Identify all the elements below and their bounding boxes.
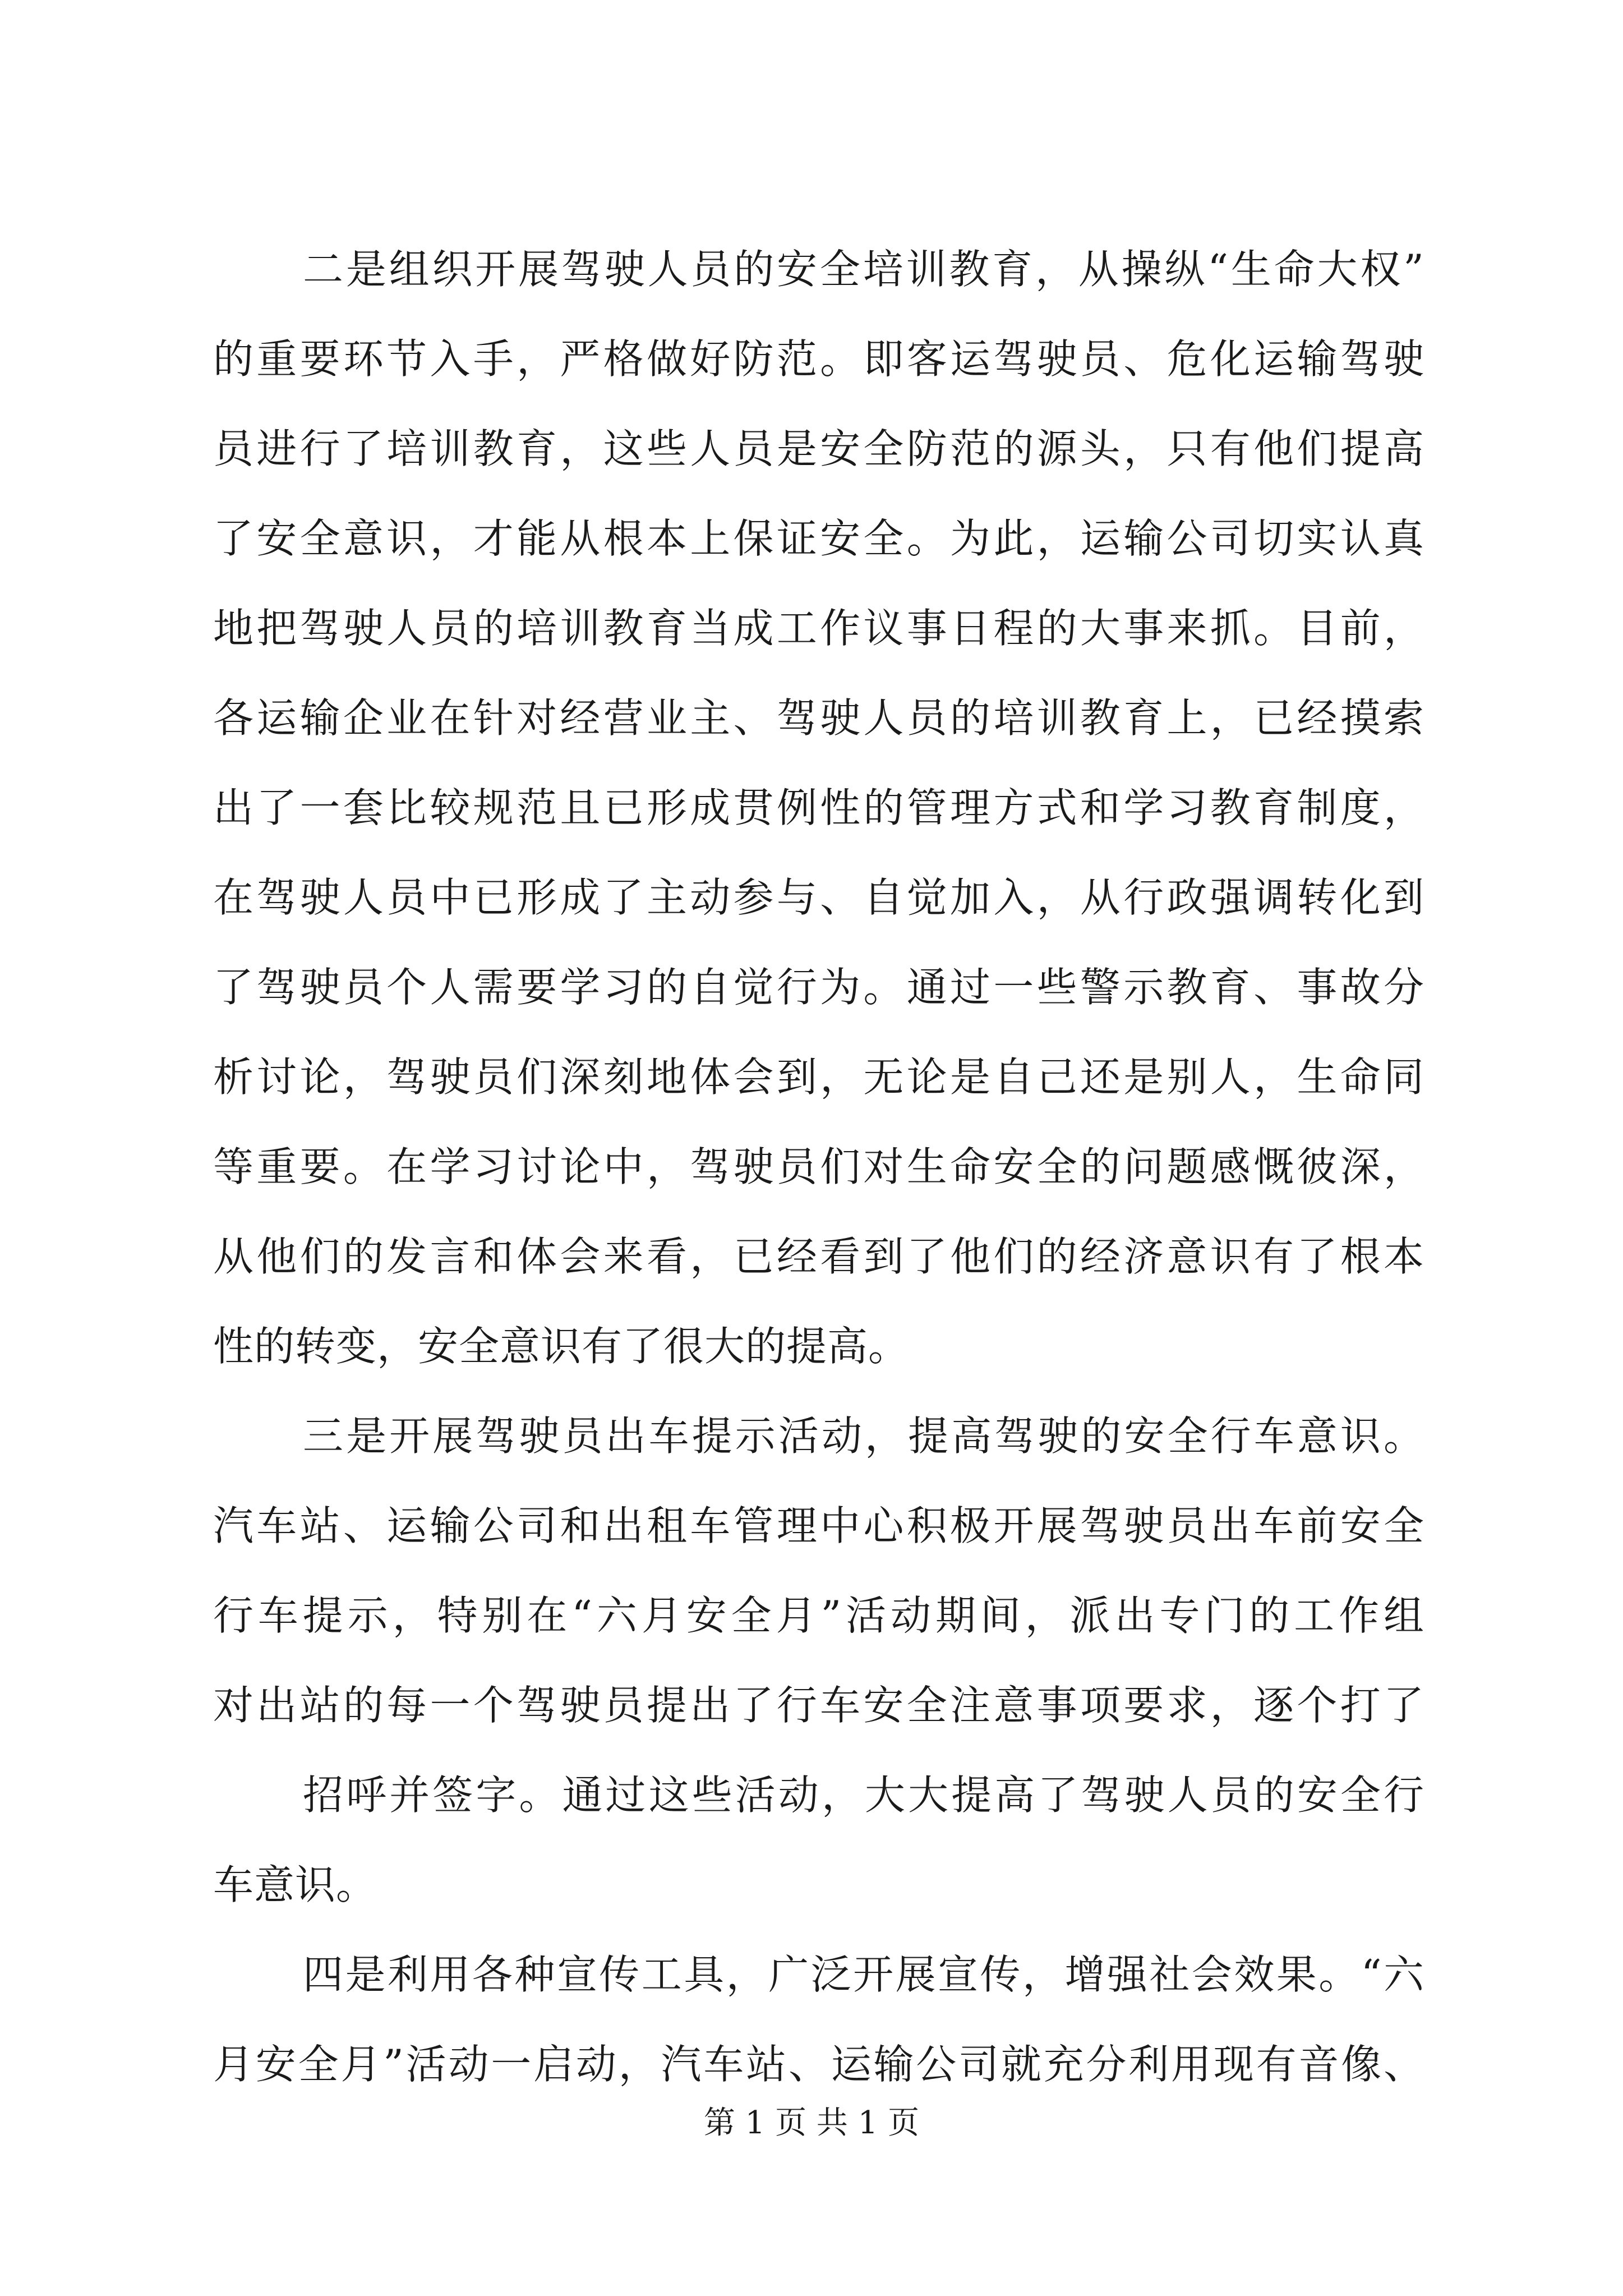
text-line: 的重要环节入手，严格做好防范。即客运驾驶员、危化运输驾驶 bbox=[213, 335, 1424, 383]
text-line: 行车提示，特别在“六月安全月”活动期间，派出专门的工作组 bbox=[213, 1592, 1424, 1639]
page-footer: 第 1 页 共 1 页 bbox=[703, 2105, 920, 2141]
text-line: 对出站的每一个驾驶员提出了行车安全注意事项要求，逐个打了 bbox=[213, 1682, 1424, 1729]
text-line: 析讨论，驾驶员们深刻地体会到，无论是自己还是别人，生命同 bbox=[213, 1053, 1424, 1101]
text-line: 员进行了培训教育，这些人员是安全防范的源头，只有他们提高 bbox=[213, 425, 1424, 472]
text-line: 四是利用各种宣传工具，广泛开展宣传，增强社会效果。“六 bbox=[303, 1951, 1424, 1998]
text-line: 三是开展驾驶员出车提示活动，提高驾驶的安全行车意识。 bbox=[303, 1412, 1424, 1460]
text-line: 等重要。在学习讨论中，驾驶员们对生命安全的问题感慨彼深， bbox=[213, 1143, 1424, 1190]
text-line: 出了一套比较规范且已形成贯例性的管理方式和学习教育制度， bbox=[213, 784, 1424, 831]
text-line: 了安全意识，才能从根本上保证安全。为此，运输公司切实认真 bbox=[213, 515, 1424, 562]
document-body bbox=[213, 224, 1424, 2109]
text-line: 车意识。 bbox=[213, 1861, 377, 1908]
text-line: 了驾驶员个人需要学习的自觉行为。通过一些警示教育、事故分 bbox=[213, 964, 1424, 1011]
text-line: 二是组织开展驾驶人员的安全培训教育，从操纵“生命大权” bbox=[303, 246, 1424, 293]
text-line: 各运输企业在针对经营业主、驾驶人员的培训教育上，已经摸索 bbox=[213, 694, 1424, 742]
text-line: 招呼并签字。通过这些活动，大大提高了驾驶人员的安全行 bbox=[303, 1772, 1424, 1819]
text-line: 月安全月”活动一启动，汽车站、运输公司就充分利用现有音像、 bbox=[213, 2041, 1424, 2088]
text-line: 汽车站、运输公司和出租车管理中心积极开展驾驶员出车前安全 bbox=[213, 1502, 1424, 1549]
text-line: 性的转变，安全意识有了很大的提高。 bbox=[213, 1323, 910, 1370]
text-line: 地把驾驶人员的培训教育当成工作议事日程的大事来抓。目前， bbox=[213, 605, 1424, 652]
text-line: 从他们的发言和体会来看，已经看到了他们的经济意识有了根本 bbox=[213, 1233, 1424, 1280]
text-line: 在驾驶人员中已形成了主动参与、自觉加入，从行政强调转化到 bbox=[213, 874, 1424, 921]
